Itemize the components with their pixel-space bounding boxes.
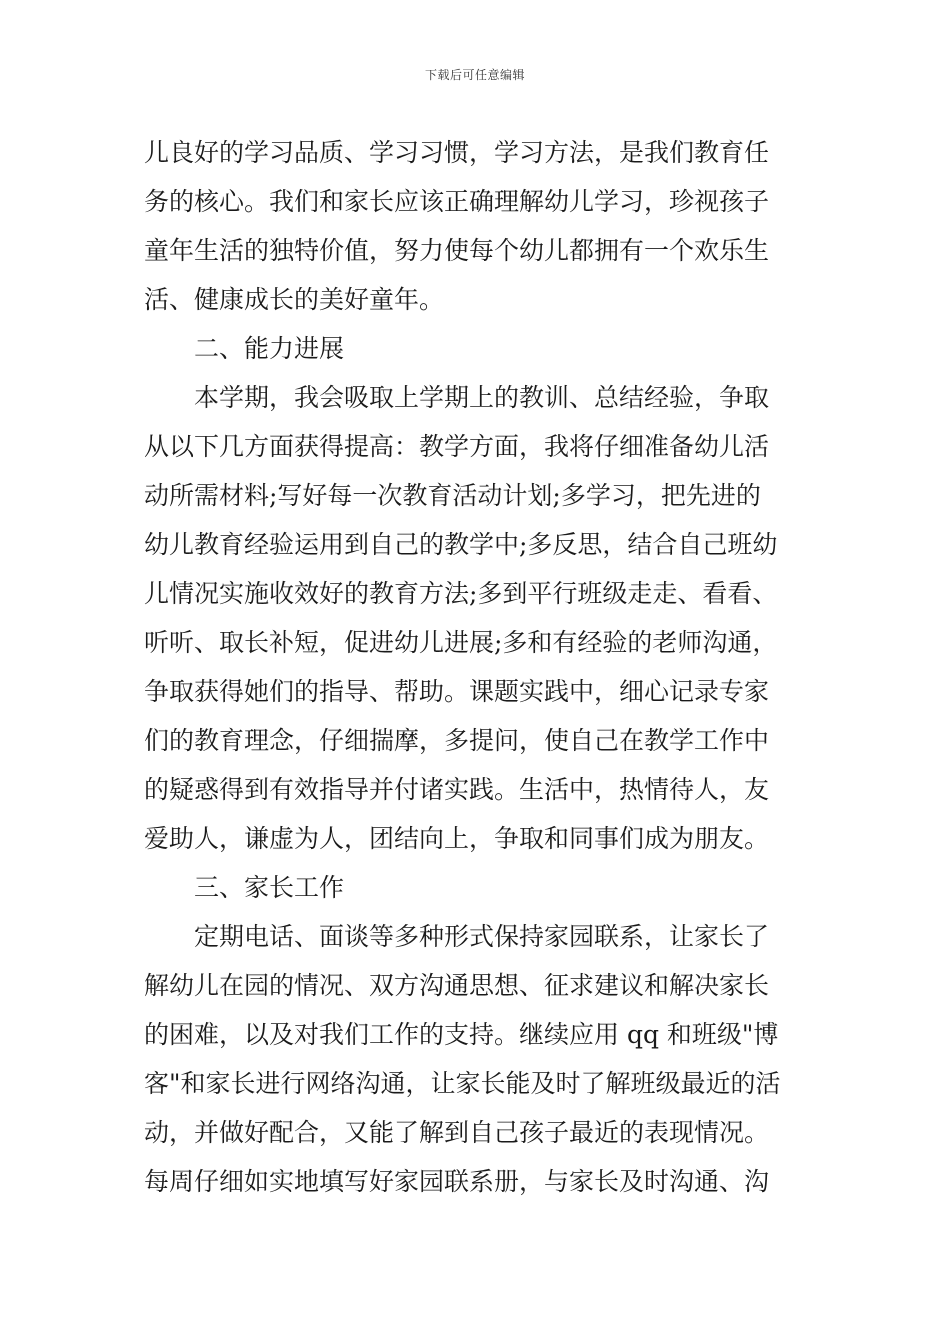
section-heading: 三、家长工作 [194,873,345,902]
text-line: 儿良好的学习品质、学习习惯，学习方法，是我们教育任 [144,138,770,167]
text-line: 儿情况实施收效好的教育方法;多到平行班级走走、看看、 [144,579,778,608]
text-line: 动所需材料;写好每一次教育活动计划;多学习，把先进的 [144,481,761,510]
text-line: 务的核心。我们和家长应该正确理解幼儿学习，珍视孩子 [144,187,770,216]
text-line: 争取获得她们的指导、帮助。课题实践中，细心记录专家 [144,677,770,706]
text-line: 客"和家长进行网络沟通，让家长能及时了解班级最近的活 [144,1069,781,1098]
text-line: 的疑惑得到有效指导并付诸实践。生活中，热情待人，友 [144,775,770,804]
text-line: 定期电话、面谈等多种形式保持家园联系，让家长了 [194,922,770,951]
text-line: 本学期，我会吸取上学期上的教训、总结经验，争取 [194,383,770,412]
text-line: 解幼儿在园的情况、双方沟通思想、征求建议和解决家长 [144,971,770,1000]
page-header: 下载后可任意编辑 [424,68,525,82]
text-line: 每周仔细如实地填写好家园联系册，与家长及时沟通、沟 [144,1167,770,1196]
text-line: 动，并做好配合，又能了解到自己孩子最近的表现情况。 [144,1118,770,1147]
text-line: 爱助人，谦虚为人，团结向上，争取和同事们成为朋友。 [144,824,770,853]
section-heading: 二、能力进展 [194,334,345,363]
document-body [144,128,808,1206]
text-line: 的困难，以及对我们工作的支持。继续应用 qq 和班级"博 [144,1020,779,1049]
text-line: 活、健康成长的美好童年。 [144,285,445,314]
text-line: 从以下几方面获得提高：教学方面，我将仔细准备幼儿活 [144,432,770,461]
text-line: 们的教育理念，仔细揣摩，多提问，使自己在教学工作中 [144,726,770,755]
text-line: 幼儿教育经验运用到自己的教学中;多反思，结合自己班幼 [144,530,778,559]
text-line: 童年生活的独特价值，努力使每个幼儿都拥有一个欢乐生 [144,236,770,265]
text-line: 听听、取长补短，促进幼儿进展;多和有经验的老师沟通， [144,628,778,657]
